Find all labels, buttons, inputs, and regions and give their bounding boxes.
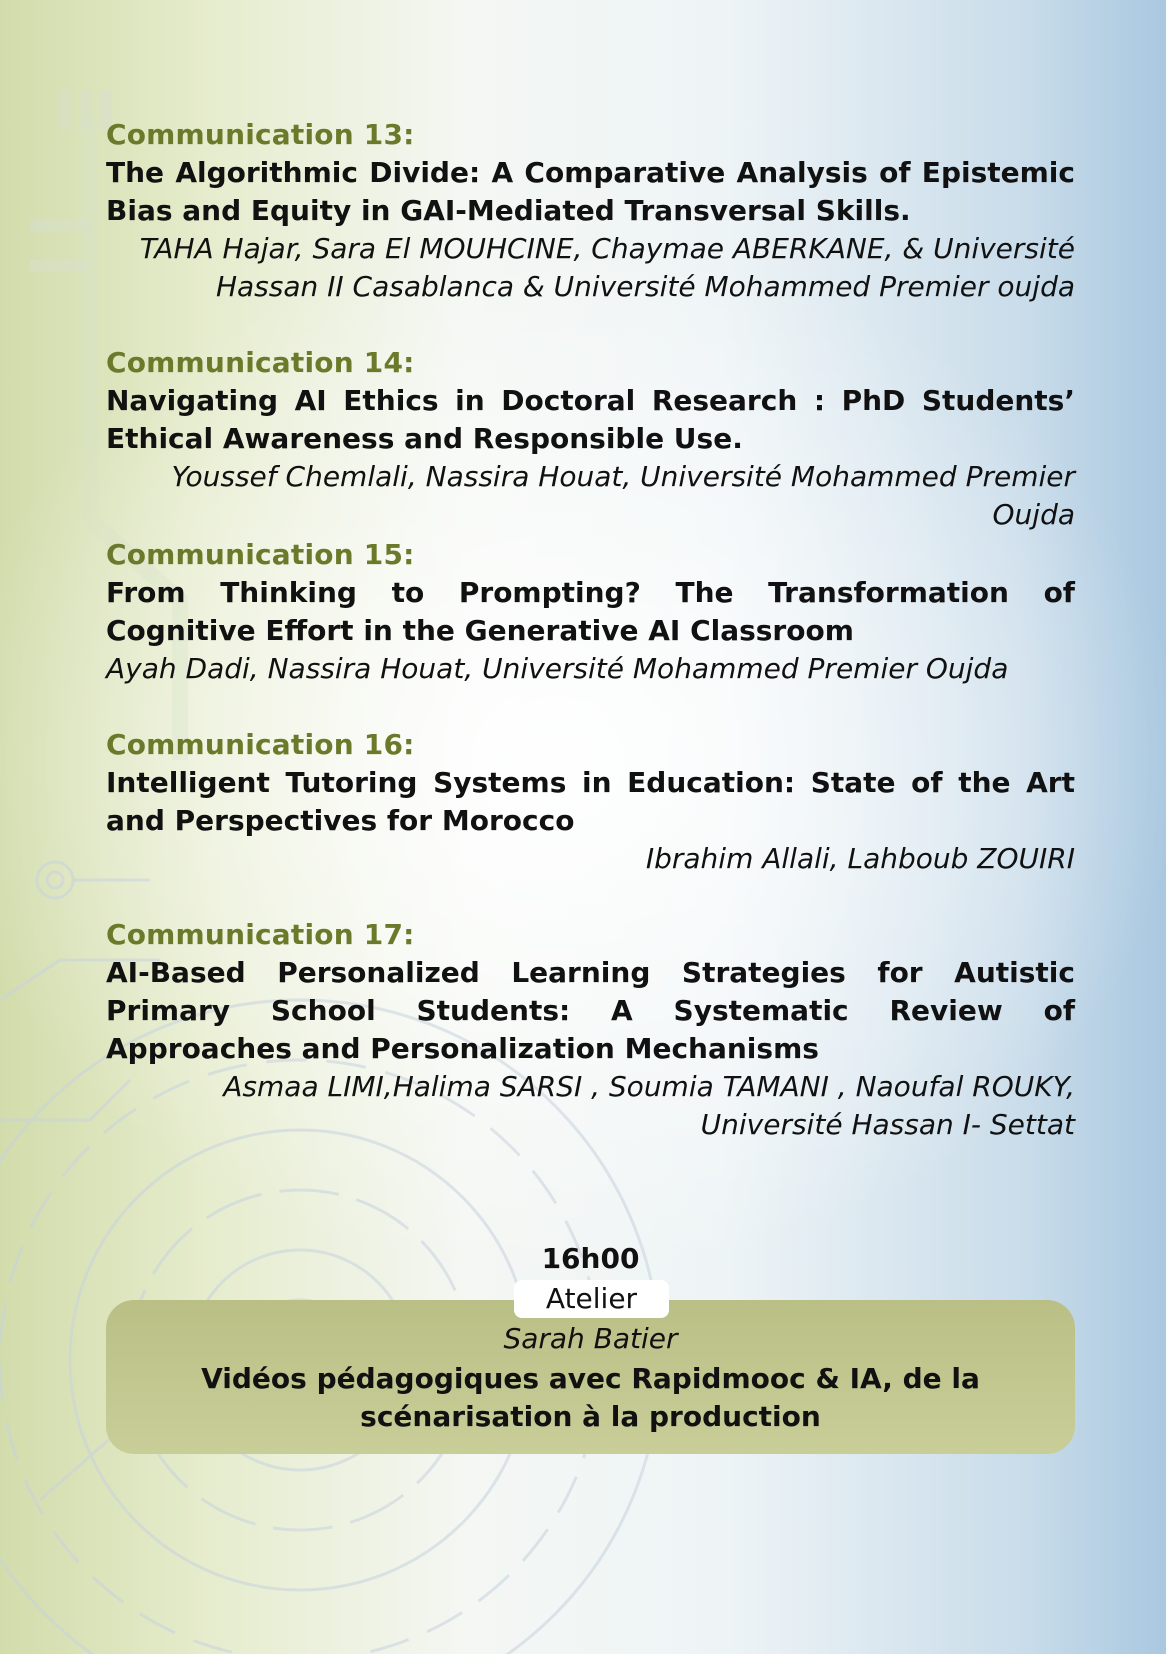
communication-authors: Youssef Chemlali, Nassira Houat, Université Mohammed Premier Oujda xyxy=(171,460,1075,531)
communication-17 xyxy=(106,916,1075,1144)
communication-label: Communication 15: xyxy=(106,538,415,571)
communication-label: Communication 14: xyxy=(106,346,415,379)
communication-14 xyxy=(106,344,1075,534)
communication-label: Communication 16: xyxy=(106,728,415,761)
communication-title: From Thinking to Prompting? The Transformation of Cognitive Effort in the Generative AI Classroom xyxy=(106,576,1075,647)
communication-authors: Ayah Dadi, Nassira Houat, Université Mohammed Premier Oujda xyxy=(106,652,1009,685)
communication-title: Intelligent Tutoring Systems in Education: State of the Art and Perspectives for Morocco xyxy=(106,766,1075,837)
communication-label: Communication 13: xyxy=(106,118,415,151)
communications-list xyxy=(106,116,1075,1144)
communication-16 xyxy=(106,726,1075,878)
communication-title: Navigating AI Ethics in Doctoral Research : PhD Students’ Ethical Awareness and Responsible Use. xyxy=(106,384,1075,455)
communication-label: Communication 17: xyxy=(106,918,415,951)
communication-13 xyxy=(106,116,1075,306)
communication-authors: Asmaa LIMI,Halima SARSI , Soumia TAMANI , Naoufal ROUKY, Université Hassan I- Settat xyxy=(223,1070,1075,1141)
atelier-title: Vidéos pédagogiques avec Rapidmooc & IA, de la scénarisation à la production xyxy=(201,1362,980,1433)
atelier-speaker: Sarah Batier xyxy=(503,1322,678,1355)
communication-title: AI-Based Personalized Learning Strategies for Autistic Primary School Students: A Systematic Review of Approaches and Personalization Mechanisms xyxy=(106,956,1075,1065)
communication-authors: Ibrahim Allali, Lahboub ZOUIRI xyxy=(645,842,1075,875)
atelier-panel xyxy=(106,1280,1075,1460)
atelier-tag: Atelier xyxy=(514,1280,669,1318)
communication-authors: TAHA Hajar, Sara El MOUHCINE, Chaymae ABERKANE, & Université Hassan II Casablanca & Université Mohammed Premier oujda xyxy=(139,232,1075,303)
workshop-session xyxy=(106,1240,1075,1460)
session-time: 16h00 xyxy=(541,1242,640,1275)
communication-15 xyxy=(106,536,1075,688)
communication-title: The Algorithmic Divide: A Comparative Analysis of Epistemic Bias and Equity in GAI-Mediated Transversal Skills. xyxy=(106,156,1075,227)
